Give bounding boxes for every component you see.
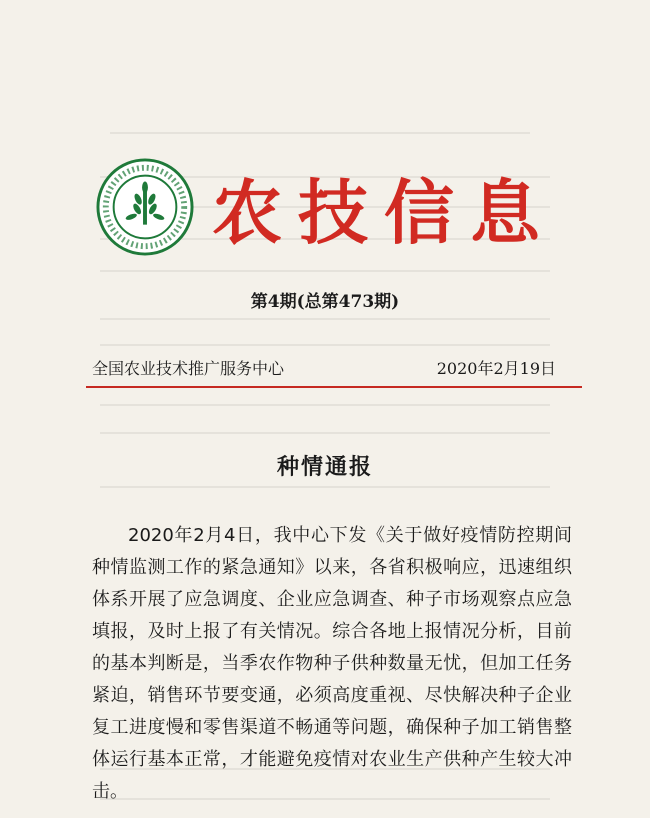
issuing-organization: 全国农业技术推广服务中心 [92,359,285,378]
issue-number: 第4期(总第473期) [250,292,400,312]
article-paragraph: 2020年2月4日，我中心下发《关于做好疫情防控期间种情监测工作的紧急通知》以来，各省积极响应，迅速组织体系开展了应急调度、企业应急调查、种子市场观察点应急填报，及时上报了有关情况。综合各地上报情况分析，目前的基本判断是，当季农作物种子供种数量无忧，但加工任务紧迫，销售环节要变通，必须高度重视、尽快解决种子企业复工进度慢和零售渠道不畅通等问题，确保种子加工销售整体运行基本正常，才能避免疫情对农业生产供种产生较大冲击。 [92,525,572,802]
article-title: 种情通报 [276,454,373,480]
issue-date: 2020年2月19日 [436,359,556,378]
masthead-title: 农技信息 [212,171,556,254]
natesc-logo-icon [96,158,194,256]
header-divider [86,386,582,388]
